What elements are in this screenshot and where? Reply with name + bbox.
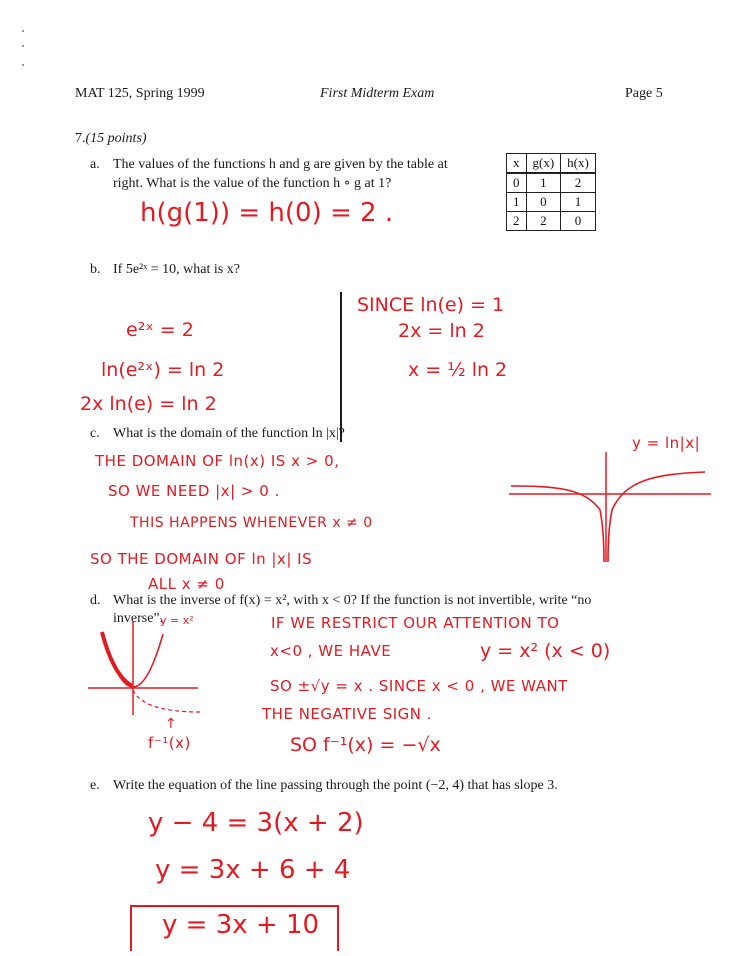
answer-b-line: 2x = ln 2 [398, 320, 485, 342]
table-cell: 0 [526, 193, 561, 212]
answer-e-line: y − 4 = 3(x + 2) [148, 808, 364, 838]
part-a-question-line1: The values of the functions h and g are given by the table at [113, 157, 448, 172]
part-a-label: a. [90, 157, 100, 172]
part-b-label: b. [90, 262, 101, 277]
graph-inverse-arrow: ↑ [165, 716, 177, 732]
answer-a: h(g(1)) = h(0) = 2 . [140, 198, 394, 228]
table-row [507, 193, 596, 212]
answer-d-line: x<0 , WE HAVE [270, 642, 392, 660]
function-table [506, 153, 596, 231]
graph-curve-left [511, 486, 604, 562]
answer-d-line: SO f⁻¹(x) = −√x [290, 734, 441, 756]
answer-c-line: THE DOMAIN OF ln(x) IS x > 0, [95, 452, 340, 470]
part-d-question-line1: What is the inverse of f(x) = x², with x < 0? If the function is not invertible, write “no [113, 593, 592, 608]
table-row [507, 212, 596, 231]
part-c-label: c. [90, 426, 100, 441]
ln-abs-graph [505, 450, 715, 570]
answer-d-line: SO ±√y = x . SINCE x < 0 , WE WANT [270, 677, 568, 695]
problem-number: 7. [75, 131, 86, 146]
part-d-label: d. [90, 593, 101, 608]
answer-d-line: THE NEGATIVE SIGN . [262, 705, 433, 723]
graph-parabola-label: y = x² [160, 614, 194, 627]
answer-b-line: x = ½ ln 2 [408, 359, 508, 381]
answer-b-line: 2x ln(e) = ln 2 [80, 393, 217, 415]
part-d-question-line2: inverse”. [113, 611, 164, 626]
answer-c-line: ALL x ≠ 0 [148, 575, 225, 593]
answer-d-line: IF WE RESTRICT OUR ATTENTION TO [271, 614, 560, 632]
table-row [507, 173, 596, 193]
answer-b-line: SINCE ln(e) = 1 [357, 294, 505, 316]
answer-divider [340, 292, 342, 442]
part-e-label: e. [90, 778, 100, 793]
answer-c-line: THIS HAPPENS WHENEVER x ≠ 0 [130, 515, 373, 531]
table-header: x [507, 154, 527, 174]
parabola-graph [88, 620, 208, 720]
course-title: MAT 125, Spring 1999 [75, 86, 205, 101]
table-cell: 0 [561, 212, 596, 231]
table-header: h(x) [561, 154, 596, 174]
parabola-left-branch [102, 632, 132, 686]
answer-c-line: SO WE NEED |x| > 0 . [108, 482, 280, 500]
answer-c-line: SO THE DOMAIN OF ln |x| IS [90, 550, 313, 568]
answer-e-final: y = 3x + 10 [162, 910, 320, 940]
table-cell: 1 [526, 173, 561, 193]
table-cell: 0 [507, 173, 527, 193]
table-header: g(x) [526, 154, 561, 174]
exam-title: First Midterm Exam [320, 86, 435, 101]
problem-points: (15 points) [85, 131, 147, 146]
part-b-question: If 5e²ˣ = 10, what is x? [113, 262, 240, 277]
answer-e-line: y = 3x + 6 + 4 [155, 855, 351, 885]
inverse-curve [133, 690, 200, 712]
table-cell: 2 [526, 212, 561, 231]
part-c-question: What is the domain of the function ln |x|? [113, 426, 345, 441]
graph-ln-label: y = ln|x| [632, 434, 701, 452]
table-cell: 1 [561, 193, 596, 212]
part-e-question: Write the equation of the line passing through the point (−2, 4) that has slope 3. [113, 778, 558, 793]
table-cell: 2 [507, 212, 527, 231]
table-header-row [507, 154, 596, 174]
table-cell: 1 [507, 193, 527, 212]
page-number: Page 5 [625, 86, 663, 101]
answer-d-line: y = x² (x < 0) [480, 640, 611, 662]
answer-b-line: ln(e²ˣ) = ln 2 [101, 359, 225, 381]
scan-speck [22, 45, 24, 47]
answer-b-line: e²ˣ = 2 [126, 319, 194, 341]
table-cell: 2 [561, 173, 596, 193]
scan-speck [22, 30, 24, 32]
part-a-question-line2: right. What is the value of the function h ∘ g at 1? [113, 176, 392, 191]
graph-inverse-label: f⁻¹(x) [148, 734, 191, 752]
problem-heading [75, 131, 147, 147]
scan-speck [22, 64, 24, 66]
graph-curve-right [608, 472, 705, 562]
